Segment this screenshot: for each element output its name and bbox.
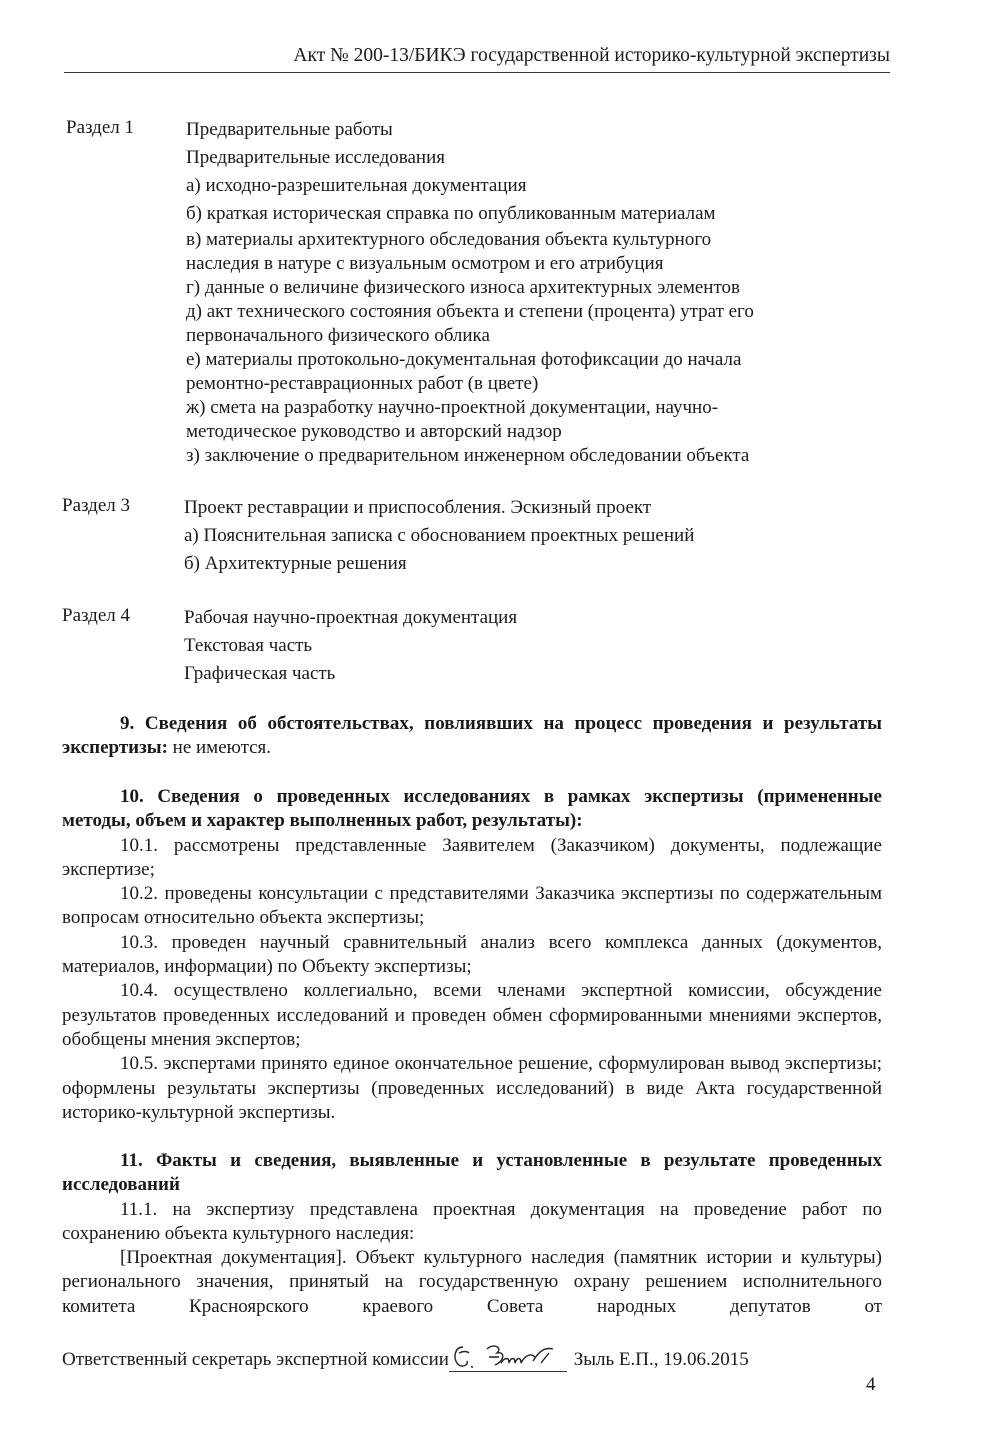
section-line: б) Архитектурные решения	[184, 553, 407, 574]
item-10-point: 10.2. проведены консультации с представителями Заказчика экспертизы по содержательным вопросам относительно объекта экспертизы;	[62, 883, 882, 929]
item-11	[62, 1149, 882, 1319]
section-line: методическое руководство и авторский надзор	[186, 421, 562, 442]
section-line: е) материалы протокольно-документальная фотофиксации до начала	[186, 349, 742, 370]
header-title: Акт № 200-13/БИКЭ государственной историко-культурной экспертизы	[293, 45, 890, 66]
item-10-point: 10.3. проведен научный сравнительный анализ всего комплекса данных (документов, материалов, информации) по Объекту экспертизы;	[62, 931, 882, 978]
item-9	[62, 712, 882, 761]
section-line: ремонтно-реставрационных работ (в цвете)	[186, 373, 539, 394]
item-11-heading: 11. Факты и сведения, выявленные и установленные в результате проведенных исследований	[62, 1150, 882, 1196]
section-label: Раздел 1	[66, 117, 134, 138]
section-line: Рабочая научно-проектная документация	[184, 607, 518, 628]
section-lines	[186, 116, 886, 468]
section-line: а) исходно-разрешительная документация	[186, 175, 527, 196]
signer-name-date: Зыль Е.П., 19.06.2015	[573, 1349, 749, 1370]
section-line: д) акт технического состояния объекта и степени (процента) утрат его	[186, 301, 754, 322]
section-line: Предварительные работы	[186, 119, 393, 140]
item-10-point: 10.4. осуществлено коллегиально, всеми членами экспертной комиссии, обсуждение результатов проведенных исследований и проведен обмен сформированными мнениями экспертов, обобщены мнения экспертов;	[62, 980, 882, 1050]
section-line: Графическая часть	[184, 663, 336, 684]
item-11-point: [Проектная документация]. Объект культурного наследия (памятник истории и культуры) регионального значения, принятый на государственную охрану решением исполнительного комитета Красноярского краевого Совета народных депутатов от	[62, 1247, 882, 1317]
handwritten-signature-icon	[449, 1339, 567, 1373]
item-10-point: 10.1. рассмотрены представленные Заявителем (Заказчиком) документы, подлежащие экспертизе;	[62, 834, 882, 880]
item-9-heading: 9. Сведения об обстоятельствах, повлиявших на процесс проведения и результаты экспертизы:	[62, 713, 882, 759]
section-line: Предварительные исследования	[186, 147, 445, 168]
section-lines	[184, 604, 884, 688]
section-label: Раздел 3	[62, 495, 130, 516]
section-line: з) заключение о предварительном инженерном обследовании объекта	[186, 445, 750, 466]
item-10	[62, 785, 882, 1125]
section-line: первоначального физического облика	[186, 325, 490, 346]
signer-role: Ответственный секретарь экспертной комиссии	[62, 1349, 449, 1370]
section-line: Проект реставрации и приспособления. Эскизный проект	[184, 497, 652, 518]
section-label: Раздел 4	[62, 605, 130, 626]
section-lines	[184, 494, 884, 578]
section-line: ж) смета на разработку научно-проектной документации, научно-	[186, 397, 719, 418]
item-9-text: не имеются.	[167, 737, 272, 759]
signature	[449, 1349, 567, 1372]
section-line: в) материалы архитектурного обследования объекта культурного	[186, 229, 712, 250]
page-number: 4	[866, 1374, 876, 1395]
section-line: б) краткая историческая справка по опубликованным материалам	[186, 203, 716, 224]
section-line: Текстовая часть	[184, 635, 313, 656]
item-11-point: 11.1. на экспертизу представлена проектная документация на проведение работ по сохранению объекта культурного наследия:	[62, 1198, 882, 1244]
document-header	[64, 44, 890, 73]
section-line: г) данные о величине физического износа архитектурных элементов	[186, 277, 740, 298]
item-10-heading: 10. Сведения о проведенных исследованиях в рамках экспертизы (примененные методы, объем и характер выполненных работ, результаты):	[62, 786, 882, 832]
signature-line	[62, 1348, 882, 1372]
section-line: наследия в натуре с визуальным осмотром и его атрибуция	[186, 253, 664, 274]
item-10-point: 10.5. экспертами принято единое окончательное решение, сформулирован вывод экспертизы; оформлены результаты экспертизы (проведенных исследований) в виде Акта государственной историко-культурной экспертизы.	[62, 1053, 882, 1123]
section-line: а) Пояснительная записка с обоснованием проектных решений	[184, 525, 695, 546]
